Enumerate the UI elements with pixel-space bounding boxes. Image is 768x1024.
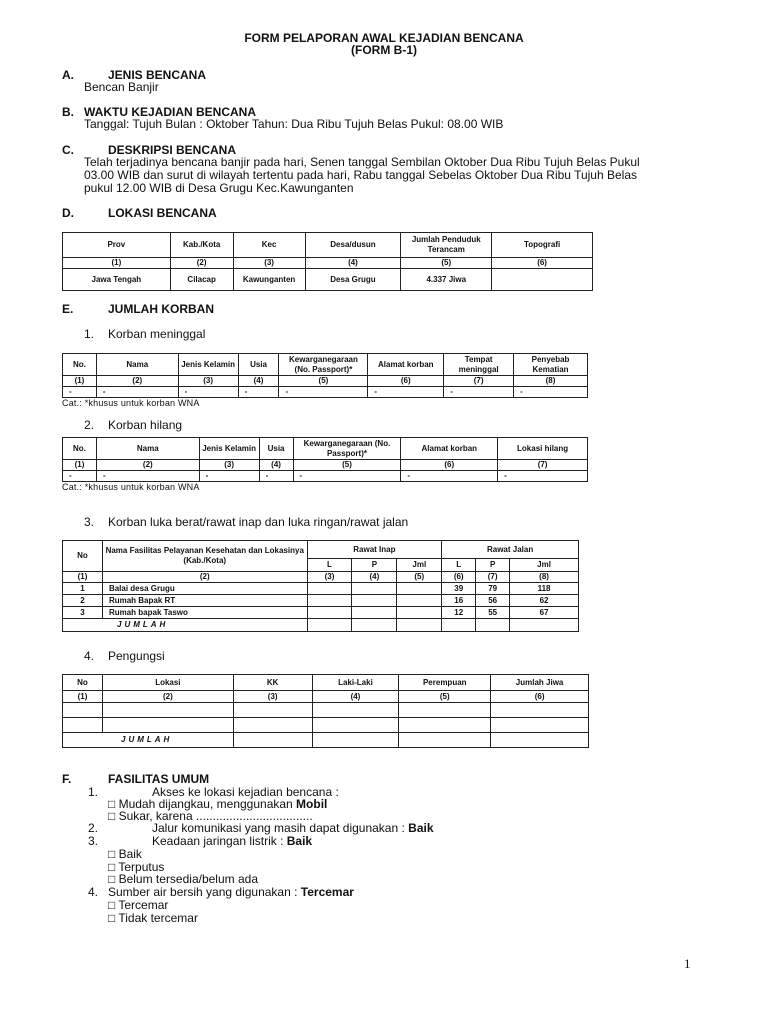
- table-row: [63, 595, 579, 607]
- table-header: Nama Fasilitas Pelayanan Kesehatan dan Lokasinya (Kab./Kota): [102, 541, 307, 572]
- table-header: Nama: [96, 438, 199, 460]
- pengungsi-table: [62, 674, 589, 748]
- col-num: (7): [444, 376, 514, 387]
- korban-hilang-label: 2. Korban hilang: [84, 418, 183, 432]
- table-cell: [397, 619, 442, 632]
- table-cell: [307, 595, 352, 607]
- table-cell: Rumah bapak Taswo: [102, 607, 307, 619]
- table-cell: -: [293, 471, 401, 482]
- table-cell: -: [368, 387, 444, 398]
- table-cell: -: [401, 471, 498, 482]
- col-num: (6): [491, 691, 589, 703]
- jumlah-label: JUMLAH: [63, 733, 234, 748]
- page-number: 1: [684, 956, 691, 971]
- table-cell: [352, 595, 397, 607]
- col-num: (5): [399, 691, 491, 703]
- table-header: No.: [63, 354, 97, 376]
- table-cell: -: [96, 471, 199, 482]
- table-header: KK: [233, 675, 312, 691]
- q1-text: Akses ke lokasi kejadian bencana :: [152, 785, 339, 799]
- table-cell: 39: [442, 583, 476, 595]
- table-cell: [397, 607, 442, 619]
- table-header: Lokasi hilang: [498, 438, 588, 460]
- table-header: Usia: [259, 438, 293, 460]
- q3-text: Keadaan jaringan listrik : Baik: [152, 834, 313, 848]
- col-num: (4): [352, 572, 397, 583]
- lokasi-cell: Jawa Tengah: [63, 269, 171, 291]
- table-cell: -: [178, 387, 238, 398]
- q3-option-belum: □ Belum tersedia/belum ada: [108, 872, 258, 886]
- col-num: (2): [102, 691, 233, 703]
- col-num: (4): [312, 691, 399, 703]
- table-cell: 12: [442, 607, 476, 619]
- col-num: (3): [233, 691, 312, 703]
- q1-option-mudah: □ Mudah dijangkau, menggunakan Mobil: [108, 797, 328, 811]
- table-header: L: [307, 559, 352, 572]
- lokasi-header: Kec: [233, 233, 305, 258]
- table-cell: [352, 583, 397, 595]
- table-cell: [307, 583, 352, 595]
- section-c-line-1: Telah terjadinya bencana banjir pada hari, Senen tanggal Sembilan Oktober Dua Ribu Tujuh Belas Pukul: [84, 155, 640, 169]
- col-num: (1): [63, 460, 97, 471]
- lokasi-header: Kab./Kota: [170, 233, 233, 258]
- section-c-line-2: 03.00 WIB dan surut di wilayah tertentu pada hari, Rabu tanggal Sebelas Oktober Dua Ribu Tujuh Belas: [84, 168, 638, 182]
- table-cell: 118: [510, 583, 579, 595]
- lokasi-cell: Cilacap: [170, 269, 233, 291]
- col-num: (5): [279, 376, 368, 387]
- table-header: Jenis Kelamin: [178, 354, 238, 376]
- q3-option-baik: □ Baik: [108, 847, 142, 861]
- table-header: Alamat korban: [368, 354, 444, 376]
- col-num: (6): [401, 460, 498, 471]
- korban-meninggal-table: [62, 353, 588, 398]
- q3-option-terputus: □ Terputus: [108, 860, 165, 874]
- q3-number: 3.: [88, 834, 99, 848]
- korban-luka-label: 3. Korban luka berat/rawat inap dan luka ringan/rawat jalan: [84, 515, 409, 529]
- lokasi-header: Prov: [63, 233, 171, 258]
- table-cell: -: [238, 387, 279, 398]
- table-header: Perempuan: [399, 675, 491, 691]
- table-cell: [307, 607, 352, 619]
- table-header: Rawat Inap: [307, 541, 442, 559]
- table-cell: -: [199, 471, 259, 482]
- col-num: (2): [102, 572, 307, 583]
- table-row: [63, 607, 579, 619]
- section-f-heading: F. FASILITAS UMUM: [62, 772, 210, 786]
- lokasi-header: Topografi: [492, 233, 593, 258]
- korban-meninggal-note: Cat.: *khusus untuk korban WNA: [62, 398, 200, 408]
- jumlah-label: JUMLAH: [63, 619, 308, 632]
- table-header: P: [352, 559, 397, 572]
- table-cell: 16: [442, 595, 476, 607]
- table-header: Jenis Kelamin: [199, 438, 259, 460]
- table-header: Nama: [96, 354, 178, 376]
- table-cell: -: [259, 471, 293, 482]
- korban-meninggal-label: 1. Korban meninggal: [84, 327, 206, 341]
- form-title: FORM PELAPORAN AWAL KEJADIAN BENCANA: [244, 31, 524, 45]
- table-cell: -: [63, 471, 97, 482]
- section-b-value: Tanggal: Tujuh Bulan : Oktober Tahun: Dua Ribu Tujuh Belas Pukul: 08.00 WIB: [84, 117, 504, 131]
- lokasi-cell: 4.337 Jiwa: [401, 269, 492, 291]
- q2-number: 2.: [88, 821, 99, 835]
- col-num: (1): [63, 691, 103, 703]
- lokasi-table: [62, 232, 593, 291]
- table-cell: [397, 583, 442, 595]
- col-num: (5): [401, 258, 492, 269]
- section-d-heading: D. LOKASI BENCANA: [62, 206, 217, 220]
- korban-hilang-table: [62, 437, 588, 482]
- table-header: Kewarganegaraan (No. Passport)*: [279, 354, 368, 376]
- section-c-line-3: pukul 12.00 WIB di Desa Grugu Kec.Kawunganten: [84, 181, 354, 195]
- table-header: Lokasi: [102, 675, 233, 691]
- col-num: (6): [442, 572, 476, 583]
- col-num: (5): [397, 572, 442, 583]
- table-header: Kewarganegaraan (No. Passport)*: [293, 438, 401, 460]
- table-cell: [476, 619, 510, 632]
- pengungsi-label: 4. Pengungsi: [84, 649, 165, 663]
- table-cell: 56: [476, 595, 510, 607]
- col-num: (4): [238, 376, 279, 387]
- q1-number: 1.: [88, 785, 99, 799]
- table-cell: -: [96, 387, 178, 398]
- col-num: (1): [63, 572, 103, 583]
- table-header: Alamat korban: [401, 438, 498, 460]
- form-subtitle: (FORM B-1): [351, 43, 417, 57]
- lokasi-cell: Desa Grugu: [305, 269, 401, 291]
- q4-text: Sumber air bersih yang digunakan : Tercemar: [108, 885, 354, 899]
- table-cell: -: [63, 387, 97, 398]
- table-cell: 55: [476, 607, 510, 619]
- lokasi-header: Jumlah Penduduk Terancam: [401, 233, 492, 258]
- table-header: Rawat Jalan: [442, 541, 579, 559]
- table-cell: 1: [63, 583, 103, 595]
- table-cell: 3: [63, 607, 103, 619]
- table-row: [63, 718, 589, 733]
- table-cell: [307, 619, 352, 632]
- table-header: P: [476, 559, 510, 572]
- table-header: Tempat meninggal: [444, 354, 514, 376]
- table-header: Jml: [397, 559, 442, 572]
- table-header: No: [63, 541, 103, 572]
- section-a-heading: A. JENIS BENCANA: [62, 68, 207, 82]
- table-cell: -: [514, 387, 588, 398]
- table-header: Penyebab Kematian: [514, 354, 588, 376]
- col-num: (8): [510, 572, 579, 583]
- table-header: Laki-Laki: [312, 675, 399, 691]
- col-num: (6): [368, 376, 444, 387]
- table-cell: [442, 619, 476, 632]
- table-cell: 79: [476, 583, 510, 595]
- col-num: (2): [96, 460, 199, 471]
- table-cell: [397, 595, 442, 607]
- col-num: (1): [63, 258, 171, 269]
- table-cell: Balai desa Grugu: [102, 583, 307, 595]
- table-header: Jml: [510, 559, 579, 572]
- col-num: (7): [498, 460, 588, 471]
- table-cell: -: [444, 387, 514, 398]
- table-cell: -: [279, 387, 368, 398]
- section-a-value: Bencan Banjir: [84, 80, 159, 94]
- table-cell: [510, 619, 579, 632]
- table-cell: Rumah Bapak RT: [102, 595, 307, 607]
- table-cell: 67: [510, 607, 579, 619]
- col-num: (3): [307, 572, 352, 583]
- table-row: [63, 703, 589, 718]
- section-c-heading: C. DESKRIPSI BENCANA: [62, 143, 237, 157]
- table-cell: -: [498, 471, 588, 482]
- col-num: (6): [492, 258, 593, 269]
- col-num: (2): [170, 258, 233, 269]
- table-cell: 2: [63, 595, 103, 607]
- col-num: (8): [514, 376, 588, 387]
- col-num: (2): [96, 376, 178, 387]
- q1-option-sukar: □ Sukar, karena ...................................: [108, 809, 313, 823]
- table-header: No.: [63, 438, 97, 460]
- col-num: (4): [305, 258, 401, 269]
- q2-text: Jalur komunikasi yang masih dapat digunakan : Baik: [152, 821, 434, 835]
- lokasi-cell: Kawunganten: [233, 269, 305, 291]
- table-header: L: [442, 559, 476, 572]
- col-num: (3): [233, 258, 305, 269]
- table-header: Usia: [238, 354, 279, 376]
- korban-luka-table: [62, 540, 579, 632]
- col-num: (3): [178, 376, 238, 387]
- lokasi-header: Desa/dusun: [305, 233, 401, 258]
- table-cell: [352, 619, 397, 632]
- q4-option-tercemar: □ Tercemar: [108, 898, 169, 912]
- table-cell: 62: [510, 595, 579, 607]
- table-header: Jumlah Jiwa: [491, 675, 589, 691]
- q4-number: 4.: [88, 885, 99, 899]
- col-num: (4): [259, 460, 293, 471]
- korban-hilang-note: Cat.: *khusus untuk korban WNA: [62, 482, 200, 492]
- col-num: (7): [476, 572, 510, 583]
- table-row: [63, 583, 579, 595]
- lokasi-cell: [492, 269, 593, 291]
- col-num: (3): [199, 460, 259, 471]
- col-num: (5): [293, 460, 401, 471]
- col-num: (1): [63, 376, 97, 387]
- section-b-heading: B. WAKTU KEJADIAN BENCANA: [62, 105, 257, 119]
- table-header: No: [63, 675, 103, 691]
- section-e-heading: E. JUMLAH KORBAN: [62, 302, 214, 316]
- table-cell: [352, 607, 397, 619]
- q4-option-tidak-tercemar: □ Tidak tercemar: [108, 911, 198, 925]
